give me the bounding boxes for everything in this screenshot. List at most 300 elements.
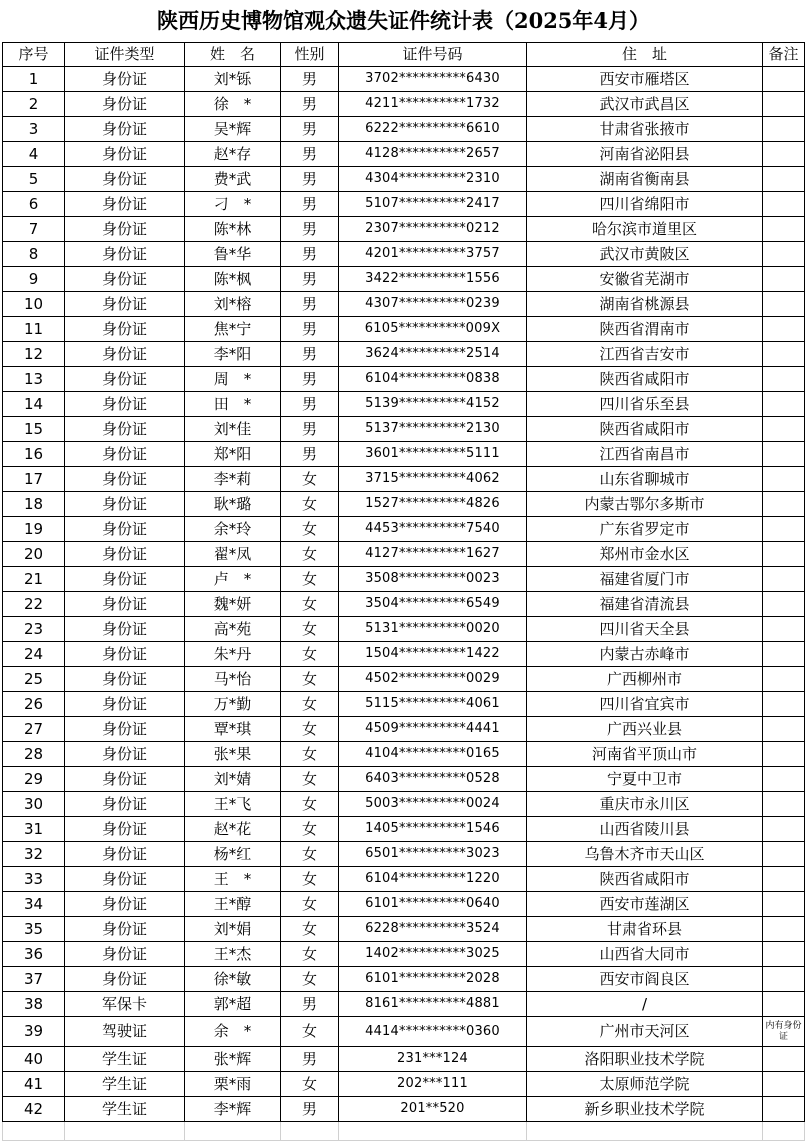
cell-remarks: [763, 167, 805, 192]
cell-id-number: 5115**********4061: [339, 692, 527, 717]
cell-id-number: 3624**********2514: [339, 342, 527, 367]
table-row: [3, 617, 805, 642]
cell-name: 刘*婧: [185, 767, 281, 792]
cell-name: 刘*铄: [185, 67, 281, 92]
cell-name: 赵*花: [185, 817, 281, 842]
cell-doc-type: 身份证: [65, 92, 185, 117]
cell-name: 魏*妍: [185, 592, 281, 617]
cell-id-number: 6222**********6610: [339, 117, 527, 142]
cell-gender: 女: [281, 867, 339, 892]
header-id-number: 证件号码: [339, 43, 527, 67]
table-row: [3, 217, 805, 242]
cell-id-number: 8161**********4881: [339, 992, 527, 1017]
cell-name: 万*勤: [185, 692, 281, 717]
cell-address: 太原师范学院: [527, 1072, 763, 1097]
cell-id-number: 3702**********6430: [339, 67, 527, 92]
cell-index: 11: [3, 317, 65, 342]
cell-doc-type: 学生证: [65, 1047, 185, 1072]
cell-address: 陕西省咸阳市: [527, 367, 763, 392]
cell-remarks: [763, 817, 805, 842]
cell-remarks: [763, 142, 805, 167]
cell-address: 洛阳职业技术学院: [527, 1047, 763, 1072]
cell-gender: 女: [281, 567, 339, 592]
cell-gender: 男: [281, 217, 339, 242]
cell-address: 江西省吉安市: [527, 342, 763, 367]
table-row: [3, 667, 805, 692]
cell-gender: 女: [281, 817, 339, 842]
cell-gender: 女: [281, 517, 339, 542]
cell-address: 武汉市武昌区: [527, 92, 763, 117]
cell-id-number: 1402**********3025: [339, 942, 527, 967]
table-row: [3, 292, 805, 317]
cell-gender: 男: [281, 92, 339, 117]
cell-remarks: [763, 792, 805, 817]
cell-gender: 女: [281, 892, 339, 917]
header-name: 姓 名: [185, 43, 281, 67]
cell-index: 30: [3, 792, 65, 817]
cell-name: 刘*娟: [185, 917, 281, 942]
cell-index: 31: [3, 817, 65, 842]
cell-id-number: 3508**********0023: [339, 567, 527, 592]
cell-id-number: 6228**********3524: [339, 917, 527, 942]
cell-remarks: [763, 592, 805, 617]
cell-remarks: [763, 967, 805, 992]
cell-gender: 男: [281, 292, 339, 317]
cell-name: 朱*丹: [185, 642, 281, 667]
cell-address: 湖南省桃源县: [527, 292, 763, 317]
cell-index: 27: [3, 717, 65, 742]
empty-cell: [339, 1122, 527, 1141]
cell-id-number: 3504**********6549: [339, 592, 527, 617]
cell-name: 栗*雨: [185, 1072, 281, 1097]
cell-remarks: [763, 417, 805, 442]
cell-doc-type: 身份证: [65, 742, 185, 767]
table-row: [3, 442, 805, 467]
cell-gender: 女: [281, 967, 339, 992]
table-row: [3, 1097, 805, 1122]
cell-doc-type: 身份证: [65, 567, 185, 592]
table-row: [3, 117, 805, 142]
cell-address: 湖南省衡南县: [527, 167, 763, 192]
cell-address: 内蒙古赤峰市: [527, 642, 763, 667]
header-remarks: 备注: [763, 43, 805, 67]
table-row: [3, 467, 805, 492]
table-row: [3, 417, 805, 442]
cell-name: 吴*辉: [185, 117, 281, 142]
cell-remarks: [763, 692, 805, 717]
cell-name: 李*阳: [185, 342, 281, 367]
cell-index: 23: [3, 617, 65, 642]
cell-id-number: 6501**********3023: [339, 842, 527, 867]
cell-address: 哈尔滨市道里区: [527, 217, 763, 242]
cell-index: 33: [3, 867, 65, 892]
table-row: [3, 342, 805, 367]
table-row: [3, 92, 805, 117]
cell-name: 余*玲: [185, 517, 281, 542]
cell-name: 赵*存: [185, 142, 281, 167]
cell-index: 6: [3, 192, 65, 217]
cell-address: 乌鲁木齐市天山区: [527, 842, 763, 867]
cell-doc-type: 身份证: [65, 442, 185, 467]
cell-name: 王 *: [185, 867, 281, 892]
cell-address: 陕西省咸阳市: [527, 867, 763, 892]
cell-remarks: [763, 617, 805, 642]
cell-remarks: [763, 117, 805, 142]
empty-cell: [763, 1122, 805, 1141]
cell-address: 河南省平顶山市: [527, 742, 763, 767]
cell-remarks: [763, 192, 805, 217]
cell-id-number: 1405**********1546: [339, 817, 527, 842]
cell-address: 四川省乐至县: [527, 392, 763, 417]
cell-doc-type: 身份证: [65, 367, 185, 392]
cell-remarks: [763, 1072, 805, 1097]
cell-address: /: [527, 992, 763, 1017]
cell-id-number: 2307**********0212: [339, 217, 527, 242]
empty-cell: [185, 1122, 281, 1141]
cell-index: 36: [3, 942, 65, 967]
table-row: [3, 67, 805, 92]
table-row: [3, 767, 805, 792]
table-row: [3, 392, 805, 417]
cell-name: 李*辉: [185, 1097, 281, 1122]
cell-remarks: [763, 267, 805, 292]
cell-remarks: [763, 642, 805, 667]
cell-gender: 男: [281, 117, 339, 142]
cell-doc-type: 身份证: [65, 292, 185, 317]
cell-gender: 女: [281, 842, 339, 867]
cell-doc-type: 身份证: [65, 767, 185, 792]
cell-remarks: [763, 767, 805, 792]
cell-doc-type: 身份证: [65, 342, 185, 367]
cell-doc-type: 身份证: [65, 892, 185, 917]
header-address: 住 址: [527, 43, 763, 67]
table-row: [3, 317, 805, 342]
table-row: [3, 1072, 805, 1097]
cell-doc-type: 身份证: [65, 217, 185, 242]
cell-id-number: 4307**********0239: [339, 292, 527, 317]
cell-name: 马*怡: [185, 667, 281, 692]
cell-doc-type: 驾驶证: [65, 1017, 185, 1047]
cell-remarks: [763, 992, 805, 1017]
cell-gender: 男: [281, 392, 339, 417]
cell-index: 13: [3, 367, 65, 392]
table-row: [3, 917, 805, 942]
header-gender: 性别: [281, 43, 339, 67]
cell-gender: 男: [281, 1097, 339, 1122]
cell-doc-type: 身份证: [65, 667, 185, 692]
cell-name: 李*莉: [185, 467, 281, 492]
cell-index: 34: [3, 892, 65, 917]
cell-id-number: 6105**********009X: [339, 317, 527, 342]
cell-gender: 女: [281, 742, 339, 767]
table-row: [3, 717, 805, 742]
cell-index: 4: [3, 142, 65, 167]
cell-doc-type: 身份证: [65, 642, 185, 667]
cell-id-number: 4128**********2657: [339, 142, 527, 167]
cell-name: 鲁*华: [185, 242, 281, 267]
cell-index: 5: [3, 167, 65, 192]
cell-address: 重庆市永川区: [527, 792, 763, 817]
cell-name: 王*杰: [185, 942, 281, 967]
table-row: [3, 167, 805, 192]
table-row: [3, 192, 805, 217]
cell-gender: 男: [281, 67, 339, 92]
cell-doc-type: 身份证: [65, 492, 185, 517]
cell-index: 9: [3, 267, 65, 292]
cell-id-number: 3422**********1556: [339, 267, 527, 292]
cell-address: 广西兴业县: [527, 717, 763, 742]
cell-gender: 男: [281, 267, 339, 292]
cell-doc-type: 身份证: [65, 117, 185, 142]
cell-index: 8: [3, 242, 65, 267]
table-row: [3, 867, 805, 892]
cell-index: 37: [3, 967, 65, 992]
cell-index: 1: [3, 67, 65, 92]
cell-doc-type: 身份证: [65, 967, 185, 992]
cell-doc-type: 身份证: [65, 592, 185, 617]
cell-address: 福建省清流县: [527, 592, 763, 617]
cell-id-number: 1504**********1422: [339, 642, 527, 667]
table-row: [3, 492, 805, 517]
cell-index: 10: [3, 292, 65, 317]
cell-name: 陈*枫: [185, 267, 281, 292]
cell-name: 杨*红: [185, 842, 281, 867]
cell-gender: 女: [281, 1072, 339, 1097]
cell-index: 16: [3, 442, 65, 467]
lost-documents-table: [2, 42, 805, 1141]
cell-doc-type: 身份证: [65, 392, 185, 417]
cell-gender: 女: [281, 942, 339, 967]
cell-remarks: [763, 492, 805, 517]
cell-remarks: [763, 67, 805, 92]
cell-remarks: [763, 317, 805, 342]
cell-address: 陕西省咸阳市: [527, 417, 763, 442]
cell-remarks: [763, 867, 805, 892]
table-row: [3, 842, 805, 867]
cell-index: 38: [3, 992, 65, 1017]
cell-address: 新乡职业技术学院: [527, 1097, 763, 1122]
cell-id-number: 6104**********0838: [339, 367, 527, 392]
cell-address: 陕西省渭南市: [527, 317, 763, 342]
table-row: [3, 892, 805, 917]
cell-index: 42: [3, 1097, 65, 1122]
cell-address: 西安市阎良区: [527, 967, 763, 992]
cell-index: 14: [3, 392, 65, 417]
cell-name: 覃*琪: [185, 717, 281, 742]
cell-doc-type: 身份证: [65, 717, 185, 742]
cell-index: 24: [3, 642, 65, 667]
cell-index: 25: [3, 667, 65, 692]
cell-gender: 女: [281, 642, 339, 667]
table-row: [3, 1047, 805, 1072]
table-row: [3, 142, 805, 167]
table-row: [3, 942, 805, 967]
cell-id-number: 5139**********4152: [339, 392, 527, 417]
cell-remarks: [763, 717, 805, 742]
cell-remarks: [763, 567, 805, 592]
cell-id-number: 6104**********1220: [339, 867, 527, 892]
empty-cell: [65, 1122, 185, 1141]
cell-doc-type: 身份证: [65, 617, 185, 642]
cell-address: 宁夏中卫市: [527, 767, 763, 792]
cell-id-number: 6403**********0528: [339, 767, 527, 792]
cell-remarks: [763, 217, 805, 242]
table-row: [3, 1017, 805, 1047]
table-row: [3, 242, 805, 267]
cell-doc-type: 身份证: [65, 467, 185, 492]
cell-doc-type: 身份证: [65, 867, 185, 892]
cell-doc-type: 身份证: [65, 917, 185, 942]
cell-name: 刁 *: [185, 192, 281, 217]
cell-gender: 女: [281, 617, 339, 642]
cell-index: 3: [3, 117, 65, 142]
cell-address: 山西省陵川县: [527, 817, 763, 842]
cell-remarks: [763, 442, 805, 467]
cell-id-number: 5131**********0020: [339, 617, 527, 642]
cell-remarks: 内有身份证: [763, 1017, 805, 1047]
cell-remarks: [763, 392, 805, 417]
cell-gender: 女: [281, 917, 339, 942]
cell-name: 郭*超: [185, 992, 281, 1017]
cell-address: 甘肃省环县: [527, 917, 763, 942]
cell-gender: 女: [281, 717, 339, 742]
cell-name: 耿*璐: [185, 492, 281, 517]
cell-index: 7: [3, 217, 65, 242]
cell-gender: 女: [281, 792, 339, 817]
cell-id-number: 4104**********0165: [339, 742, 527, 767]
cell-remarks: [763, 842, 805, 867]
cell-doc-type: 身份证: [65, 167, 185, 192]
cell-gender: 男: [281, 167, 339, 192]
table-row: [3, 742, 805, 767]
cell-remarks: [763, 517, 805, 542]
cell-id-number: 4211**********1732: [339, 92, 527, 117]
table-row: [3, 517, 805, 542]
cell-address: 甘肃省张掖市: [527, 117, 763, 142]
cell-index: 35: [3, 917, 65, 942]
cell-name: 王*醇: [185, 892, 281, 917]
cell-name: 陈*林: [185, 217, 281, 242]
cell-address: 郑州市金水区: [527, 542, 763, 567]
cell-index: 15: [3, 417, 65, 442]
cell-id-number: 6101**********2028: [339, 967, 527, 992]
cell-address: 四川省绵阳市: [527, 192, 763, 217]
cell-index: 28: [3, 742, 65, 767]
cell-remarks: [763, 467, 805, 492]
cell-index: 26: [3, 692, 65, 717]
cell-address: 四川省天全县: [527, 617, 763, 642]
cell-gender: 男: [281, 992, 339, 1017]
cell-doc-type: 学生证: [65, 1072, 185, 1097]
table-row: [3, 992, 805, 1017]
table-row: [3, 792, 805, 817]
cell-id-number: 6101**********0640: [339, 892, 527, 917]
cell-doc-type: 身份证: [65, 242, 185, 267]
cell-address: 武汉市黄陂区: [527, 242, 763, 267]
cell-gender: 女: [281, 592, 339, 617]
cell-address: 安徽省芜湖市: [527, 267, 763, 292]
cell-id-number: 4453**********7540: [339, 517, 527, 542]
header-doc-type: 证件类型: [65, 43, 185, 67]
cell-gender: 男: [281, 317, 339, 342]
cell-doc-type: 身份证: [65, 817, 185, 842]
cell-name: 费*武: [185, 167, 281, 192]
cell-remarks: [763, 242, 805, 267]
empty-cell: [527, 1122, 763, 1141]
cell-name: 周 *: [185, 367, 281, 392]
cell-gender: 女: [281, 1017, 339, 1047]
cell-remarks: [763, 292, 805, 317]
cell-remarks: [763, 917, 805, 942]
cell-gender: 男: [281, 242, 339, 267]
cell-address: 西安市莲湖区: [527, 892, 763, 917]
cell-doc-type: 身份证: [65, 692, 185, 717]
cell-remarks: [763, 742, 805, 767]
cell-gender: 男: [281, 142, 339, 167]
cell-id-number: 231***124: [339, 1047, 527, 1072]
cell-id-number: 3715**********4062: [339, 467, 527, 492]
table-row: [3, 967, 805, 992]
cell-id-number: 4414**********0360: [339, 1017, 527, 1047]
cell-address: 内蒙古鄂尔多斯市: [527, 492, 763, 517]
table-row: [3, 592, 805, 617]
cell-doc-type: 身份证: [65, 517, 185, 542]
cell-name: 郑*阳: [185, 442, 281, 467]
cell-doc-type: 身份证: [65, 67, 185, 92]
cell-address: 福建省厦门市: [527, 567, 763, 592]
empty-row: [3, 1122, 805, 1141]
cell-id-number: 5003**********0024: [339, 792, 527, 817]
cell-remarks: [763, 542, 805, 567]
cell-address: 江西省南昌市: [527, 442, 763, 467]
cell-index: 41: [3, 1072, 65, 1097]
cell-remarks: [763, 342, 805, 367]
empty-cell: [281, 1122, 339, 1141]
cell-name: 翟*凤: [185, 542, 281, 567]
cell-index: 17: [3, 467, 65, 492]
cell-gender: 女: [281, 492, 339, 517]
cell-name: 张*辉: [185, 1047, 281, 1072]
cell-gender: 女: [281, 692, 339, 717]
cell-address: 广西柳州市: [527, 667, 763, 692]
cell-remarks: [763, 892, 805, 917]
cell-gender: 女: [281, 667, 339, 692]
cell-remarks: [763, 1097, 805, 1122]
cell-remarks: [763, 1047, 805, 1072]
cell-address: 山东省聊城市: [527, 467, 763, 492]
cell-id-number: 5137**********2130: [339, 417, 527, 442]
cell-index: 29: [3, 767, 65, 792]
cell-gender: 男: [281, 192, 339, 217]
cell-gender: 男: [281, 417, 339, 442]
table-row: [3, 692, 805, 717]
cell-gender: 女: [281, 767, 339, 792]
cell-name: 徐*敏: [185, 967, 281, 992]
cell-remarks: [763, 92, 805, 117]
cell-id-number: 4509**********4441: [339, 717, 527, 742]
cell-id-number: 5107**********2417: [339, 192, 527, 217]
cell-name: 徐 *: [185, 92, 281, 117]
cell-index: 20: [3, 542, 65, 567]
cell-name: 刘*佳: [185, 417, 281, 442]
cell-remarks: [763, 667, 805, 692]
table-row: [3, 817, 805, 842]
table-body: [3, 67, 805, 1141]
cell-gender: 女: [281, 542, 339, 567]
cell-doc-type: 军保卡: [65, 992, 185, 1017]
cell-id-number: 4201**********3757: [339, 242, 527, 267]
cell-index: 12: [3, 342, 65, 367]
